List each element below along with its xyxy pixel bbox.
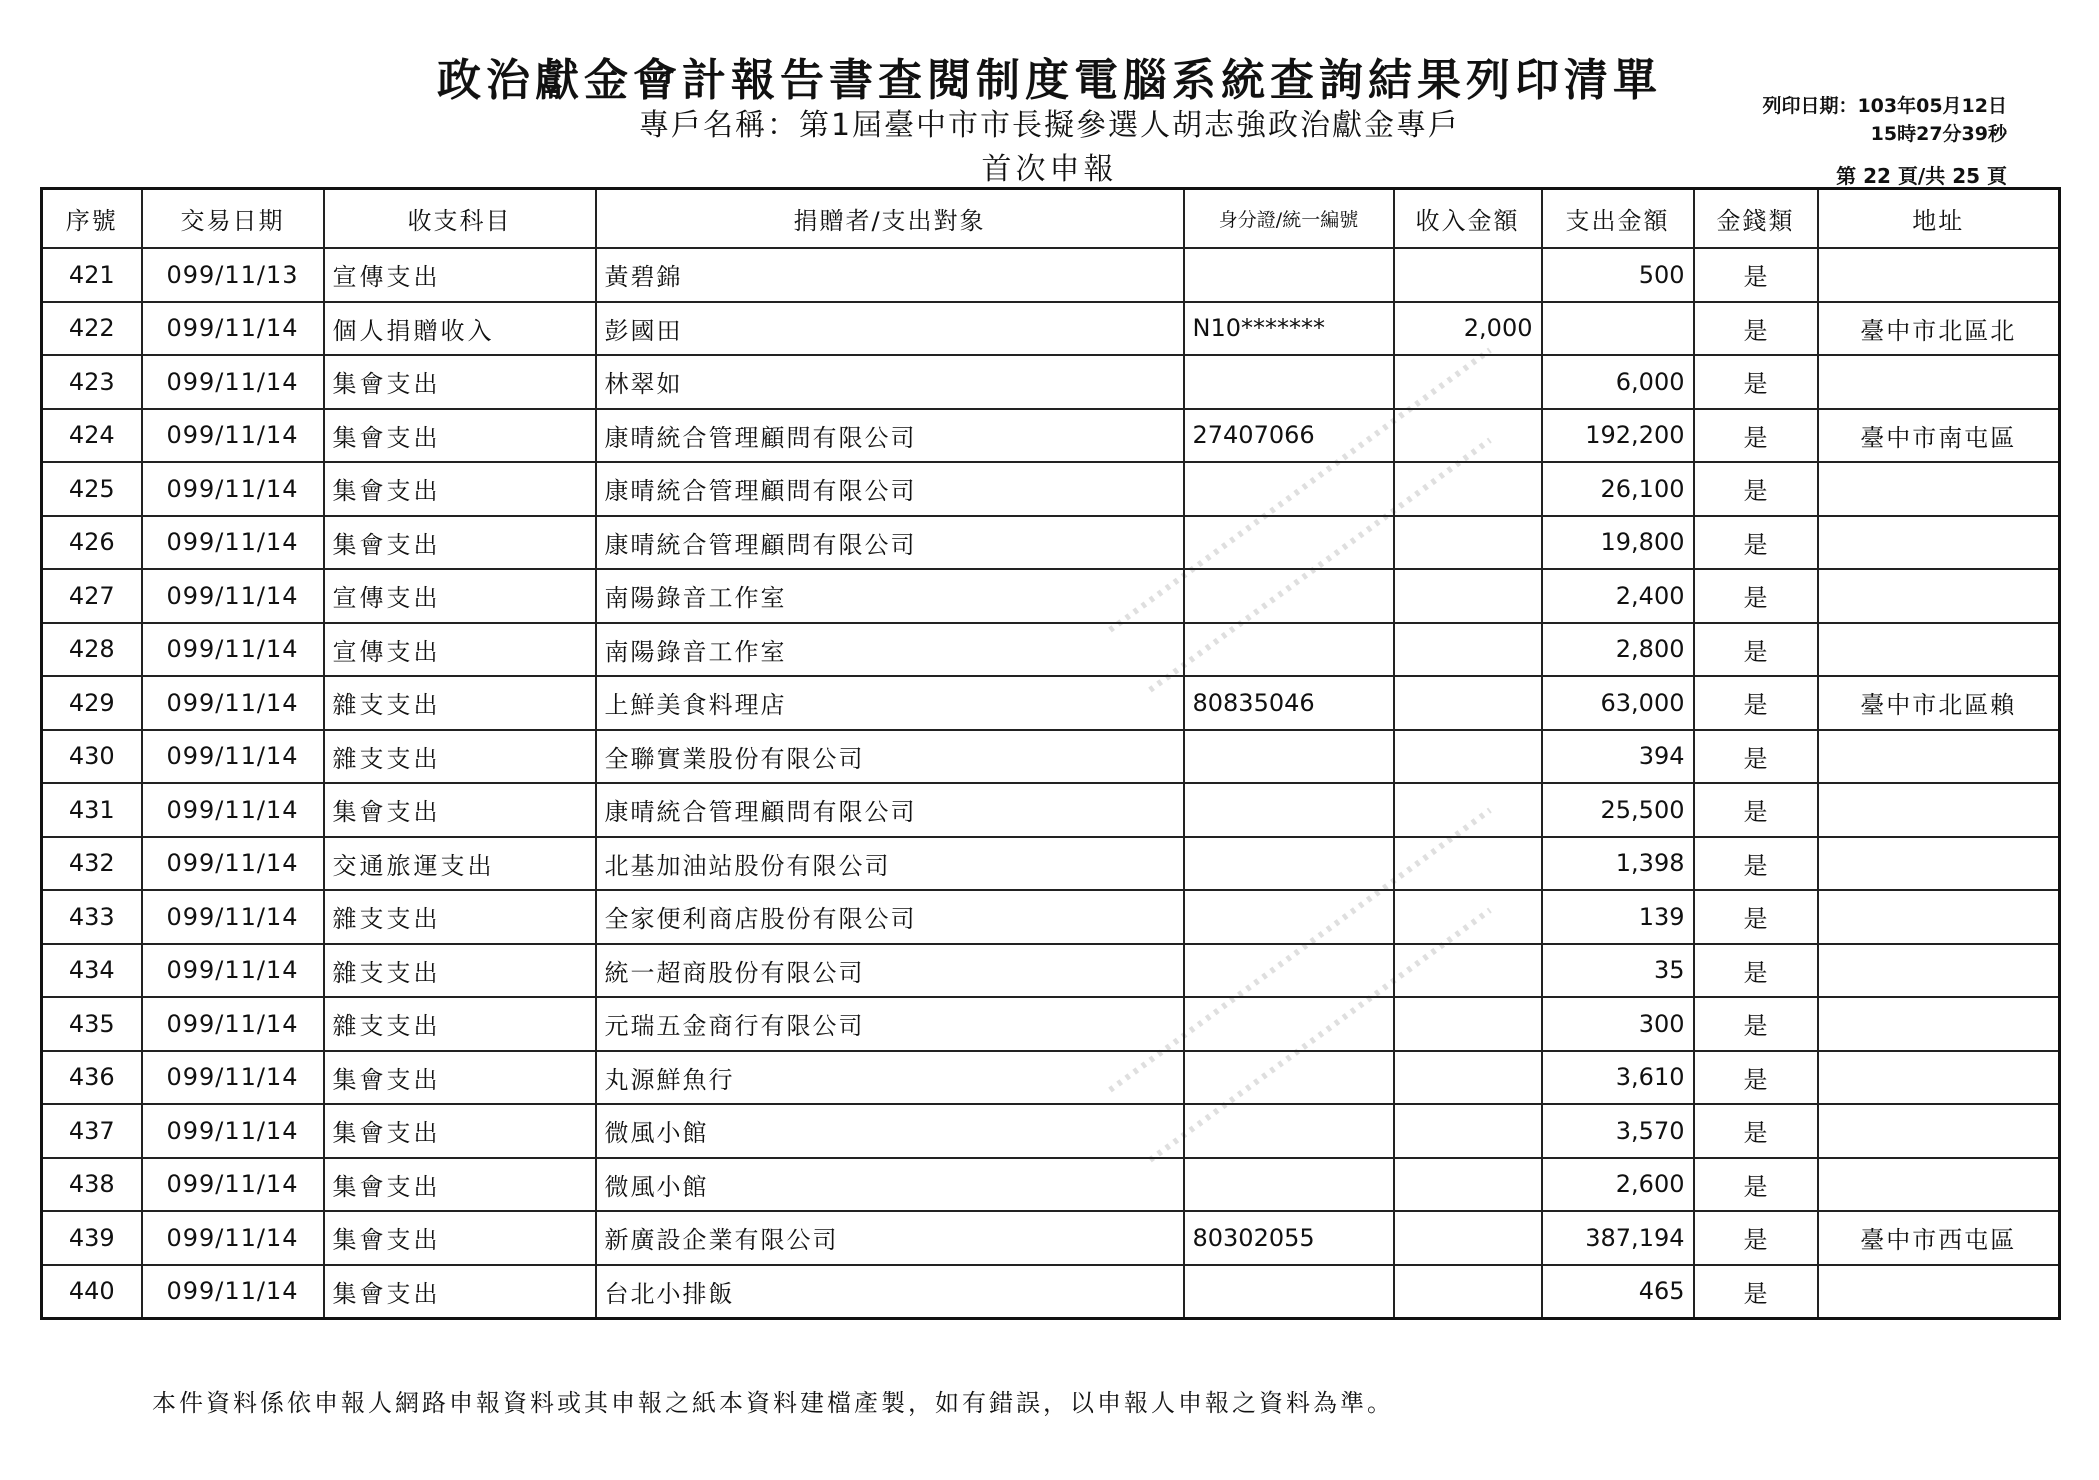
cell-date: 099/11/14	[142, 997, 324, 1051]
cell-income	[1394, 1051, 1542, 1105]
cell-category: 集會支出	[324, 1051, 596, 1105]
cell-address	[1818, 997, 2060, 1051]
table-row	[42, 676, 2060, 730]
cell-category: 集會支出	[324, 516, 596, 570]
cell-address	[1818, 248, 2060, 302]
cell-date: 099/11/14	[142, 302, 324, 356]
cell-category: 集會支出	[324, 783, 596, 837]
cell-no: 428	[42, 623, 142, 677]
cell-address	[1818, 1104, 2060, 1158]
cell-income	[1394, 409, 1542, 463]
cell-cash: 是	[1694, 1051, 1818, 1105]
cell-category: 個人捐贈收入	[324, 302, 596, 356]
cell-cash: 是	[1694, 462, 1818, 516]
column-header-category: 收支科目	[324, 189, 596, 249]
report-type: 首次申報	[981, 152, 1118, 187]
cell-cash: 是	[1694, 730, 1818, 784]
cell-no: 438	[42, 1158, 142, 1212]
cell-no: 437	[42, 1104, 142, 1158]
cell-date: 099/11/14	[142, 783, 324, 837]
cell-expense: 300	[1542, 997, 1694, 1051]
cell-income	[1394, 783, 1542, 837]
cell-income	[1394, 676, 1542, 730]
cell-income	[1394, 516, 1542, 570]
cell-cash: 是	[1694, 676, 1818, 730]
cell-party: 康晴統合管理顧問有限公司	[596, 516, 1184, 570]
cell-expense: 26,100	[1542, 462, 1694, 516]
cell-party: 黃碧錦	[596, 248, 1184, 302]
cell-income	[1394, 248, 1542, 302]
cell-income	[1394, 1265, 1542, 1319]
table-row	[42, 944, 2060, 998]
cell-date: 099/11/14	[142, 569, 324, 623]
table-row	[42, 837, 2060, 891]
print-date: 列印日期：103年05月12日	[1762, 95, 2007, 117]
cell-income	[1394, 569, 1542, 623]
cell-address	[1818, 837, 2060, 891]
cell-date: 099/11/14	[142, 409, 324, 463]
cell-no: 427	[42, 569, 142, 623]
cell-date: 099/11/14	[142, 462, 324, 516]
cell-category: 集會支出	[324, 1265, 596, 1319]
cell-party: 林翠如	[596, 355, 1184, 409]
cell-address: 臺中市南屯區	[1818, 409, 2060, 463]
table-row	[42, 302, 2060, 356]
cell-category: 雜支支出	[324, 997, 596, 1051]
table-row	[42, 1104, 2060, 1158]
cell-expense: 63,000	[1542, 676, 1694, 730]
cell-party: 北基加油站股份有限公司	[596, 837, 1184, 891]
cell-cash: 是	[1694, 837, 1818, 891]
cell-cash: 是	[1694, 516, 1818, 570]
cell-no: 432	[42, 837, 142, 891]
cell-income	[1394, 623, 1542, 677]
cell-date: 099/11/14	[142, 355, 324, 409]
cell-date: 099/11/14	[142, 1265, 324, 1319]
cell-id	[1184, 730, 1394, 784]
cell-expense: 19,800	[1542, 516, 1694, 570]
cell-id	[1184, 783, 1394, 837]
cell-party: 全家便利商店股份有限公司	[596, 890, 1184, 944]
cell-id	[1184, 890, 1394, 944]
cell-category: 集會支出	[324, 409, 596, 463]
column-header-address: 地址	[1818, 189, 2060, 249]
cell-date: 099/11/14	[142, 676, 324, 730]
cell-no: 422	[42, 302, 142, 356]
cell-date: 099/11/14	[142, 890, 324, 944]
cell-address	[1818, 623, 2060, 677]
cell-address	[1818, 1051, 2060, 1105]
cell-expense: 3,610	[1542, 1051, 1694, 1105]
cell-id	[1184, 1265, 1394, 1319]
cell-party: 康晴統合管理顧問有限公司	[596, 462, 1184, 516]
cell-party: 新廣設企業有限公司	[596, 1211, 1184, 1265]
cell-id	[1184, 997, 1394, 1051]
table-row	[42, 462, 2060, 516]
cell-no: 434	[42, 944, 142, 998]
cell-address	[1818, 890, 2060, 944]
cell-no: 421	[42, 248, 142, 302]
table-row	[42, 1265, 2060, 1319]
cell-id	[1184, 462, 1394, 516]
cell-expense: 1,398	[1542, 837, 1694, 891]
cell-address	[1818, 462, 2060, 516]
cell-no: 439	[42, 1211, 142, 1265]
cell-address	[1818, 516, 2060, 570]
cell-expense: 139	[1542, 890, 1694, 944]
cell-expense: 394	[1542, 730, 1694, 784]
table-row	[42, 248, 2060, 302]
account-name: 專戶名稱：第1屆臺中市市長擬參選人胡志強政治獻金專戶	[638, 108, 1461, 143]
cell-expense: 2,800	[1542, 623, 1694, 677]
cell-income	[1394, 1104, 1542, 1158]
cell-address	[1818, 1265, 2060, 1319]
column-header-date: 交易日期	[142, 189, 324, 249]
table-row	[42, 890, 2060, 944]
cell-cash: 是	[1694, 569, 1818, 623]
cell-expense: 2,600	[1542, 1158, 1694, 1212]
cell-id	[1184, 837, 1394, 891]
cell-cash: 是	[1694, 1158, 1818, 1212]
cell-expense	[1542, 302, 1694, 356]
cell-party: 微風小館	[596, 1104, 1184, 1158]
cell-party: 統一超商股份有限公司	[596, 944, 1184, 998]
column-header-party: 捐贈者/支出對象	[596, 189, 1184, 249]
cell-cash: 是	[1694, 248, 1818, 302]
cell-party: 康晴統合管理顧問有限公司	[596, 783, 1184, 837]
cell-id: 27407066	[1184, 409, 1394, 463]
cell-date: 099/11/14	[142, 516, 324, 570]
table-row	[42, 516, 2060, 570]
cell-expense: 2,400	[1542, 569, 1694, 623]
cell-date: 099/11/14	[142, 1104, 324, 1158]
cell-date: 099/11/14	[142, 944, 324, 998]
cell-date: 099/11/13	[142, 248, 324, 302]
cell-id	[1184, 516, 1394, 570]
cell-id	[1184, 569, 1394, 623]
cell-income	[1394, 837, 1542, 891]
cell-date: 099/11/14	[142, 1158, 324, 1212]
cell-id	[1184, 248, 1394, 302]
cell-expense: 3,570	[1542, 1104, 1694, 1158]
cell-cash: 是	[1694, 409, 1818, 463]
cell-expense: 25,500	[1542, 783, 1694, 837]
column-header-income: 收入金額	[1394, 189, 1542, 249]
table-row	[42, 783, 2060, 837]
cell-party: 上鮮美食料理店	[596, 676, 1184, 730]
table-row	[42, 730, 2060, 784]
cell-date: 099/11/14	[142, 623, 324, 677]
cell-category: 集會支出	[324, 355, 596, 409]
cell-party: 南陽錄音工作室	[596, 623, 1184, 677]
cell-id	[1184, 944, 1394, 998]
cell-income	[1394, 890, 1542, 944]
cell-cash: 是	[1694, 944, 1818, 998]
cell-party: 康晴統合管理顧問有限公司	[596, 409, 1184, 463]
cell-no: 429	[42, 676, 142, 730]
cell-income	[1394, 1211, 1542, 1265]
cell-cash: 是	[1694, 1265, 1818, 1319]
table-row	[42, 1051, 2060, 1105]
cell-no: 433	[42, 890, 142, 944]
column-header-id: 身分證/統一編號	[1184, 189, 1394, 249]
footnote: 本件資料係依申報人網路申報資料或其申報之紙本資料建檔產製，如有錯誤，以申報人申報之資料為準。	[152, 1389, 1394, 1417]
cell-cash: 是	[1694, 302, 1818, 356]
cell-category: 集會支出	[324, 1104, 596, 1158]
table-header-row	[42, 189, 2060, 249]
table-row	[42, 623, 2060, 677]
cell-income	[1394, 355, 1542, 409]
cell-category: 集會支出	[324, 1158, 596, 1212]
cell-income	[1394, 997, 1542, 1051]
column-header-expense: 支出金額	[1542, 189, 1694, 249]
table-row	[42, 1211, 2060, 1265]
cell-id	[1184, 1051, 1394, 1105]
cell-address	[1818, 1158, 2060, 1212]
document-title: 政治獻金會計報告書查閱制度電腦系統查詢結果列印清單	[437, 55, 1662, 106]
cell-address	[1818, 783, 2060, 837]
cell-income	[1394, 1158, 1542, 1212]
cell-expense: 500	[1542, 248, 1694, 302]
cell-category: 集會支出	[324, 1211, 596, 1265]
cell-id	[1184, 623, 1394, 677]
cell-party: 元瑞五金商行有限公司	[596, 997, 1184, 1051]
cell-no: 431	[42, 783, 142, 837]
table-row	[42, 355, 2060, 409]
cell-income	[1394, 462, 1542, 516]
cell-address: 臺中市西屯區	[1818, 1211, 2060, 1265]
cell-no: 440	[42, 1265, 142, 1319]
table-row	[42, 997, 2060, 1051]
cell-party: 全聯實業股份有限公司	[596, 730, 1184, 784]
cell-category: 宣傳支出	[324, 623, 596, 677]
cell-cash: 是	[1694, 355, 1818, 409]
print-time: 15時27分39秒	[1870, 123, 2007, 145]
cell-address	[1818, 569, 2060, 623]
cell-income	[1394, 730, 1542, 784]
cell-id: N10*******	[1184, 302, 1394, 356]
cell-category: 交通旅運支出	[324, 837, 596, 891]
cell-category: 宣傳支出	[324, 569, 596, 623]
cell-category: 宣傳支出	[324, 248, 596, 302]
cell-cash: 是	[1694, 997, 1818, 1051]
cell-expense: 6,000	[1542, 355, 1694, 409]
cell-date: 099/11/14	[142, 1211, 324, 1265]
cell-address: 臺中市北區賴	[1818, 676, 2060, 730]
cell-cash: 是	[1694, 783, 1818, 837]
cell-no: 426	[42, 516, 142, 570]
cell-id	[1184, 355, 1394, 409]
cell-address: 臺中市北區北	[1818, 302, 2060, 356]
cell-party: 微風小館	[596, 1158, 1184, 1212]
table-row	[42, 1158, 2060, 1212]
cell-no: 425	[42, 462, 142, 516]
cell-expense: 465	[1542, 1265, 1694, 1319]
cell-category: 雜支支出	[324, 944, 596, 998]
cell-cash: 是	[1694, 1104, 1818, 1158]
print-info	[1762, 92, 2007, 148]
page-indicator: 第 22 頁/共 25 頁	[1836, 164, 2007, 188]
table-row	[42, 569, 2060, 623]
cell-party: 丸源鮮魚行	[596, 1051, 1184, 1105]
cell-party: 南陽錄音工作室	[596, 569, 1184, 623]
cell-id	[1184, 1104, 1394, 1158]
cell-address	[1818, 355, 2060, 409]
cell-address	[1818, 944, 2060, 998]
cell-id	[1184, 1158, 1394, 1212]
column-header-cash: 金錢類	[1694, 189, 1818, 249]
cell-party: 台北小排飯	[596, 1265, 1184, 1319]
cell-expense: 35	[1542, 944, 1694, 998]
cell-no: 435	[42, 997, 142, 1051]
cell-category: 雜支支出	[324, 890, 596, 944]
cell-expense: 387,194	[1542, 1211, 1694, 1265]
cell-id: 80302055	[1184, 1211, 1394, 1265]
cell-income	[1394, 944, 1542, 998]
cell-id: 80835046	[1184, 676, 1394, 730]
cell-category: 雜支支出	[324, 676, 596, 730]
cell-address	[1818, 730, 2060, 784]
cell-date: 099/11/14	[142, 730, 324, 784]
cell-date: 099/11/14	[142, 1051, 324, 1105]
column-header-no: 序號	[42, 189, 142, 249]
table-row	[42, 409, 2060, 463]
cell-date: 099/11/14	[142, 837, 324, 891]
cell-no: 436	[42, 1051, 142, 1105]
cell-expense: 192,200	[1542, 409, 1694, 463]
cell-category: 集會支出	[324, 462, 596, 516]
cell-income: 2,000	[1394, 302, 1542, 356]
cell-cash: 是	[1694, 623, 1818, 677]
ledger-table	[40, 187, 2061, 1320]
cell-party: 彭國田	[596, 302, 1184, 356]
cell-category: 雜支支出	[324, 730, 596, 784]
cell-cash: 是	[1694, 890, 1818, 944]
cell-cash: 是	[1694, 1211, 1818, 1265]
cell-no: 430	[42, 730, 142, 784]
cell-no: 423	[42, 355, 142, 409]
cell-no: 424	[42, 409, 142, 463]
